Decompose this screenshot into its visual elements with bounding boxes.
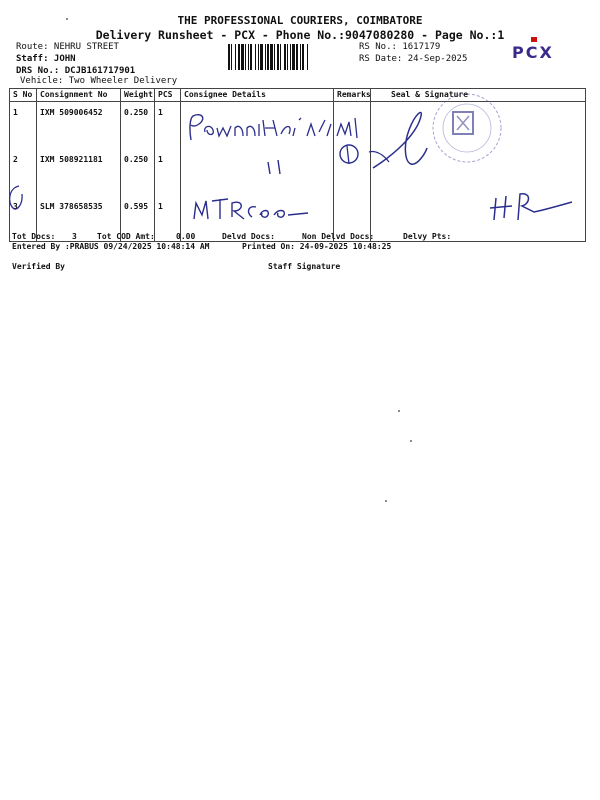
tot-cod-label: Tot COD Amt:: [97, 232, 155, 241]
cell-seal: [371, 102, 586, 150]
printed-on: Printed On: 24-09-2025 10:48:25: [242, 242, 392, 251]
runsheet-subtitle: Delivery Runsheet - PCX - Phone No.:9047080280 - Page No.:1: [95, 28, 505, 42]
tot-docs-value: 3: [72, 232, 77, 241]
rs-number: RS No.: 1617179: [359, 42, 441, 52]
cell-consignee: [181, 102, 334, 150]
col-pcs: PCS: [155, 89, 181, 102]
delvy-pts-label: Delvy Pts:: [403, 232, 452, 241]
cell-weight: 0.595: [121, 196, 155, 242]
cell-seal: [371, 149, 586, 196]
tot-docs-label: Tot Docs:: [12, 232, 56, 241]
cell-sno: 1: [10, 102, 37, 150]
cell-consignee: [181, 149, 334, 196]
col-consignment: Consignment No: [37, 89, 121, 102]
non-delvd-docs-label: Non Delvd Docs:: [302, 232, 375, 241]
cell-remarks: [334, 149, 371, 196]
table-row: [10, 102, 586, 150]
rs-date: RS Date: 24-Sep-2025: [359, 54, 468, 64]
col-consignee: Consignee Details: [181, 89, 334, 102]
company-title: THE PROFESSIONAL COURIERS, COIMBATORE: [177, 14, 423, 27]
cell-sno: 3: [10, 196, 37, 242]
scan-speck: [66, 18, 68, 20]
cell-sno: 2: [10, 149, 37, 196]
barcode: [228, 44, 356, 70]
table-header-row: [10, 89, 586, 102]
cell-consignment: IXM 508921181: [37, 149, 121, 196]
col-weight: Weight: [121, 89, 155, 102]
scan-speck: [385, 500, 387, 502]
route-label: Route: NEHRU STREET: [16, 42, 119, 52]
cell-pcs: 1: [155, 102, 181, 150]
cell-consignment: SLM 378658535: [37, 196, 121, 242]
delvd-docs-label: Delvd Docs:: [222, 232, 275, 241]
scan-speck: [398, 410, 400, 412]
cell-pcs: 1: [155, 149, 181, 196]
table-row: [10, 149, 586, 196]
pcx-logo: PCX: [512, 43, 554, 62]
cell-remarks: [334, 102, 371, 150]
col-sno: S No: [10, 89, 37, 102]
verified-by-label: Verified By: [12, 262, 65, 271]
staff-label: Staff: JOHN: [16, 54, 76, 64]
col-remarks: Remarks: [334, 89, 371, 102]
runsheet-table: [9, 88, 586, 242]
col-seal: Seal & Signature: [371, 89, 586, 102]
cell-pcs: 1: [155, 196, 181, 242]
scan-speck: [410, 440, 412, 442]
logo-red-mark: [531, 37, 537, 42]
vehicle-label: Vehicle: Two Wheeler Delivery: [20, 76, 178, 86]
staff-signature-label: Staff Signature: [268, 262, 341, 271]
cell-consignment: IXM 509006452: [37, 102, 121, 150]
table-row: [10, 196, 586, 242]
tot-cod-value: 0.00: [176, 232, 196, 241]
drs-number: DRS No.: DCJB161717901: [16, 66, 136, 76]
entered-by: Entered By :PRABUS 09/24/2025 10:48:14 AM: [12, 242, 210, 251]
cell-weight: 0.250: [121, 149, 155, 196]
cell-weight: 0.250: [121, 102, 155, 150]
